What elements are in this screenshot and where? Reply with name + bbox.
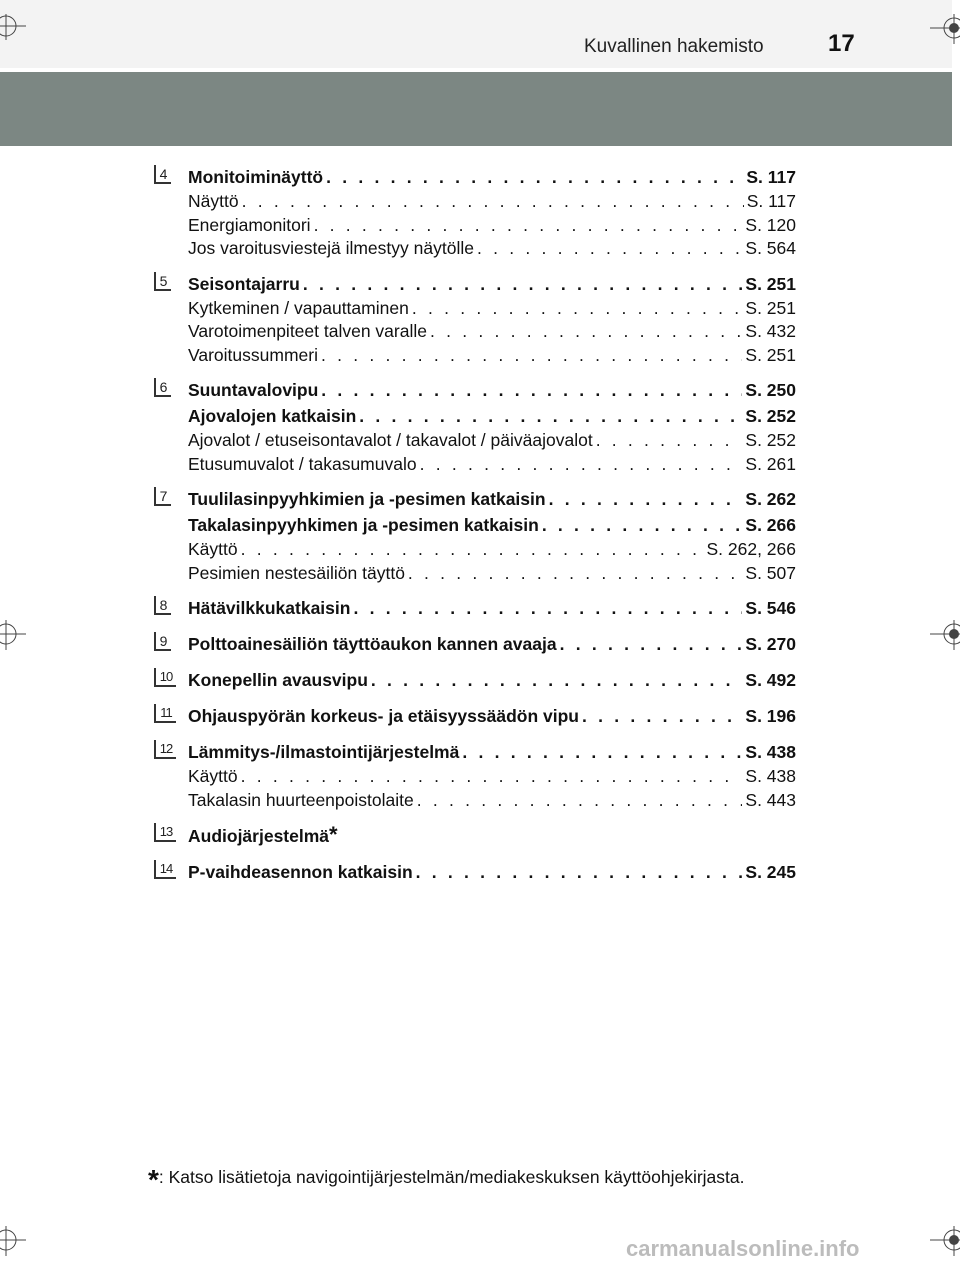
entry-title: Varotoimenpiteet talven varalle	[188, 321, 427, 341]
footnote-marker: *	[148, 1164, 159, 1195]
page-reference: S. 443	[745, 789, 796, 810]
index-subentry[interactable]	[188, 297, 796, 321]
dot-leader	[314, 214, 743, 238]
dot-leader	[242, 190, 744, 214]
index-heading[interactable]	[188, 377, 796, 403]
registration-mark-mid-right	[930, 620, 960, 650]
dot-leader	[477, 237, 742, 261]
entry-title: Varoitussummeri	[188, 344, 318, 365]
page-reference: S. 117	[746, 167, 796, 187]
page-reference: S. 251	[745, 273, 796, 294]
dot-leader	[303, 271, 743, 297]
page-reference: S. 252	[745, 430, 796, 450]
page-reference: S. 266	[745, 515, 796, 535]
top-strip	[0, 0, 952, 68]
callout-number: 6	[154, 378, 171, 397]
index-subentry[interactable]	[188, 320, 796, 344]
entry-title: P-vaihdeasennon katkaisin	[188, 862, 413, 882]
dot-leader	[321, 344, 742, 368]
entry-title: Polttoainesäiliön täyttöaukon kannen avaaja	[188, 634, 557, 654]
entry-title: Ajovalot / etuseisontavalot / takavalot / päiväajovalot	[188, 430, 593, 450]
index-subentry[interactable]	[188, 562, 796, 586]
index-section	[154, 164, 796, 261]
dot-leader	[582, 703, 742, 729]
dot-leader	[549, 486, 743, 512]
dot-leader	[321, 377, 742, 403]
header-title: Kuvallinen hakemisto	[584, 36, 764, 57]
index-heading[interactable]	[188, 859, 796, 885]
dot-leader	[560, 631, 743, 657]
index-subentry[interactable]	[188, 214, 796, 238]
entry-title: Käyttö	[188, 539, 238, 559]
entry-title: Takalasinpyyhkimen ja -pesimen katkaisin	[188, 515, 539, 535]
callout-number: 5	[154, 272, 171, 291]
registration-mark-bottom-right	[930, 1226, 960, 1256]
callout-number: 8	[154, 596, 171, 615]
dot-leader	[596, 429, 743, 453]
index-section	[154, 377, 796, 476]
registration-mark-mid-left	[0, 620, 26, 650]
index-subentry[interactable]	[188, 237, 796, 261]
entry-title: Audiojärjestelmä	[188, 826, 330, 846]
registration-mark-top-right	[930, 14, 960, 44]
index-heading[interactable]	[188, 822, 796, 849]
index-section	[154, 703, 796, 729]
index-section	[154, 822, 796, 849]
dot-leader	[241, 765, 743, 789]
index-heading[interactable]	[188, 164, 796, 190]
dot-leader	[359, 403, 742, 429]
entry-title: Energiamonitori	[188, 214, 311, 235]
entry-title: Ohjauspyörän korkeus- ja etäisyyssäädön vipu	[188, 706, 579, 726]
asterisk-marker: *	[329, 822, 338, 847]
entry-title: Takalasin huurteenpoistolaite	[188, 789, 414, 810]
page-reference: S. 120	[745, 214, 796, 235]
dot-leader	[326, 164, 743, 190]
dot-leader	[420, 453, 743, 477]
dot-leader	[371, 667, 742, 693]
page-reference: S. 261	[745, 453, 796, 474]
dot-leader	[353, 595, 742, 621]
page-reference: S. 251	[745, 297, 796, 318]
index-heading[interactable]	[188, 403, 796, 429]
callout-number: 10	[154, 668, 176, 687]
callout-number: 12	[154, 740, 176, 759]
index-section	[154, 739, 796, 812]
footnote-text: : Katso lisätietoja navigointijärjestelmän/mediakeskuksen käyttöohjekirjasta.	[158, 1167, 745, 1187]
entry-title: Pesimien nestesäiliön täyttö	[188, 562, 405, 583]
index-heading[interactable]	[188, 667, 796, 693]
page-reference: S. 196	[745, 706, 796, 726]
page-reference: S. 262, 266	[706, 539, 796, 559]
page-reference: S. 438	[745, 742, 796, 762]
header-band	[0, 72, 952, 146]
entry-title: Monitoiminäyttö	[188, 167, 324, 187]
page-reference: S. 270	[745, 634, 796, 654]
index-subentry[interactable]	[188, 789, 796, 813]
index-heading[interactable]	[188, 271, 796, 297]
entry-title: Etusumuvalot / takasumuvalo	[188, 453, 417, 474]
entry-title: Lämmitys-/ilmastointijärjestelmä	[188, 742, 460, 762]
dot-leader	[430, 320, 742, 344]
watermark: carmanualsonline.info	[626, 1236, 860, 1261]
page-reference: S. 432	[745, 321, 796, 341]
entry-title: Tuulilasinpyyhkimien ja -pesimen katkaisin	[188, 489, 546, 509]
index-section	[154, 595, 796, 621]
dot-leader	[417, 789, 743, 813]
index-subentry[interactable]	[188, 765, 796, 789]
dot-leader	[408, 562, 742, 586]
entry-title: Näyttö	[188, 191, 239, 211]
index-heading[interactable]	[188, 739, 796, 765]
page-reference: S. 251	[745, 344, 796, 365]
index-section	[154, 859, 796, 885]
page-reference: S. 117	[746, 191, 796, 211]
dot-leader	[412, 297, 743, 321]
entry-title: Suuntavalovipu	[188, 380, 319, 400]
entry-title: Kytkeminen / vapauttaminen	[188, 297, 409, 318]
footnote	[148, 1164, 744, 1196]
index-subentry[interactable]	[188, 190, 796, 214]
index-section	[154, 271, 796, 368]
entry-title: Seisontajarru	[188, 273, 300, 294]
index-subentry[interactable]	[188, 538, 796, 562]
dot-leader	[416, 859, 743, 885]
page-reference: S. 250	[745, 380, 796, 400]
dot-leader	[462, 739, 742, 765]
index-heading[interactable]	[188, 703, 796, 729]
callout-number: 13	[154, 823, 176, 842]
page-reference: S. 564	[745, 238, 796, 258]
page-reference: S. 507	[745, 562, 796, 583]
page-reference: S. 492	[745, 670, 796, 690]
index-heading[interactable]	[188, 486, 796, 512]
entry-title: Jos varoitusviestejä ilmestyy näytölle	[188, 238, 474, 258]
page-reference: S. 262	[745, 489, 796, 509]
index-section	[154, 631, 796, 657]
entry-title: Ajovalojen katkaisin	[188, 406, 357, 426]
index-subentry[interactable]	[188, 429, 796, 453]
callout-number: 4	[154, 165, 171, 184]
page-reference: S. 546	[745, 598, 796, 618]
index-heading[interactable]	[188, 595, 796, 621]
index-heading[interactable]	[188, 631, 796, 657]
index-subentry[interactable]	[188, 344, 796, 368]
entry-title: Käyttö	[188, 766, 238, 786]
callout-number: 14	[154, 860, 176, 879]
dot-leader	[241, 538, 704, 562]
index-section	[154, 667, 796, 693]
callout-number: 11	[154, 704, 176, 723]
callout-number: 9	[154, 632, 171, 651]
index-section	[154, 486, 796, 585]
index-subentry[interactable]	[188, 453, 796, 477]
index-heading[interactable]	[188, 512, 796, 538]
entry-title: Konepellin avausvipu	[188, 670, 368, 690]
entry-title: Hätävilkkukatkaisin	[188, 598, 351, 618]
page-reference: S. 252	[745, 406, 796, 426]
registration-mark-top-left	[0, 14, 26, 40]
page-reference: S. 245	[745, 862, 796, 882]
callout-number: 7	[154, 487, 171, 506]
page-number: 17	[828, 30, 855, 57]
page-reference: S. 438	[745, 766, 796, 786]
registration-mark-bottom-left	[0, 1226, 26, 1256]
dot-leader	[542, 512, 743, 538]
index-list	[154, 164, 796, 895]
